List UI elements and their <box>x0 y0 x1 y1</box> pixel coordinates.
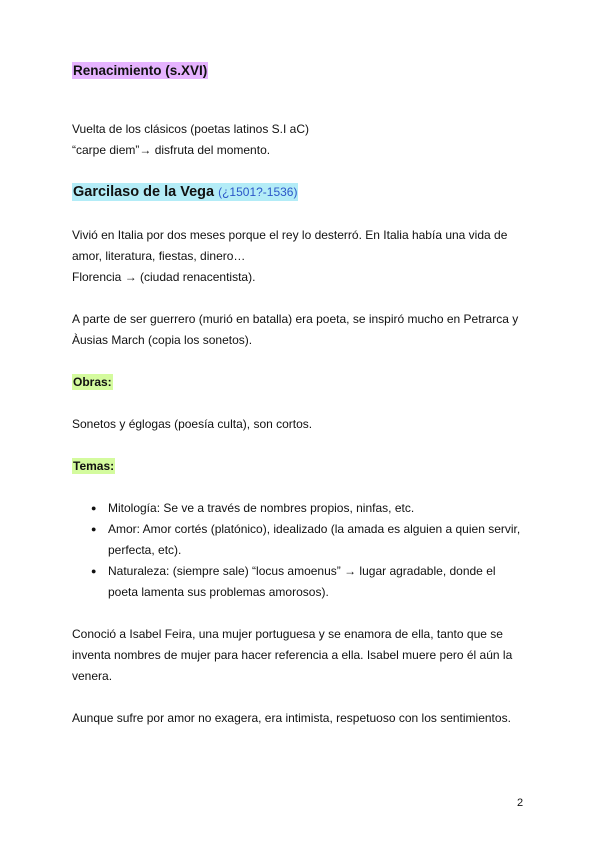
obras-heading-row <box>72 372 542 393</box>
document-page <box>72 60 542 729</box>
temas-heading: Temas: <box>73 459 115 473</box>
temas-item-1-line-1: Mitología: Se ve a través de nombres propios, ninfas, etc. <box>108 501 415 515</box>
obras-heading: Obras: <box>73 375 112 389</box>
garcilaso-heading <box>72 183 298 201</box>
renacimiento-heading-row <box>72 60 542 84</box>
list-item <box>108 561 542 603</box>
amor-line-1: Aunque sufre por amor no exagera, era intimista, respetuoso con los sentimientos. <box>72 711 511 725</box>
page-number: 2 <box>517 797 524 809</box>
renacimiento-line-1: Vuelta de los clásicos (poetas latinos S.I aC) <box>72 122 310 136</box>
temas-item-2-line-2: perfecta, etc). <box>108 543 182 557</box>
obras-text: Sonetos y églogas (poesía culta), son cortos. <box>72 417 313 431</box>
renacimiento-line-2: “carpe diem”→ disfruta del momento. <box>72 143 271 157</box>
temas-item-2-line-1: Amor: Amor cortés (platónico), idealizado (la amada es alguien a quien servir, <box>108 522 521 536</box>
list-item <box>108 519 542 561</box>
garcilaso-heading-text: Garcilaso de la Vega <box>73 184 215 200</box>
isabel-line-2: inventa nombres de mujer para hacer referencia a ella. Isabel muere pero él aún la <box>72 648 513 662</box>
temas-item-3-line-1: Naturaleza: (siempre sale) “locus amoenus” → lugar agradable, donde el <box>108 564 496 578</box>
isabel-line-1: Conoció a Isabel Feira, una mujer portuguesa y se enamora de ella, tanto que se <box>72 627 503 641</box>
temas-heading-row <box>72 456 542 477</box>
garcilaso-dates: (¿1501?-1536) <box>218 185 298 199</box>
garcilaso-para-1-line-1: Vivió en Italia por dos meses porque el rey lo desterró. En Italia había una vida de <box>72 228 508 242</box>
garcilaso-para-2-line-2: Àusias March (copia los sonetos). <box>72 333 253 347</box>
garcilaso-para-2-line-1: A parte de ser guerrero (murió en batalla) era poeta, se inspiró mucho en Petrarca y <box>72 312 519 326</box>
renacimiento-heading: Renacimiento (s.XVI) <box>73 63 208 78</box>
isabel-line-3: venera. <box>72 669 113 683</box>
temas-item-3-line-2: poeta lamenta sus problemas amorosos). <box>108 585 329 599</box>
temas-list <box>72 498 542 603</box>
garcilaso-heading-row <box>72 181 542 205</box>
garcilaso-para-1-line-3: Florencia → (ciudad renacentista). <box>72 270 256 284</box>
list-item <box>108 498 542 519</box>
garcilaso-para-1-line-2: amor, literatura, fiestas, dinero… <box>72 249 246 263</box>
